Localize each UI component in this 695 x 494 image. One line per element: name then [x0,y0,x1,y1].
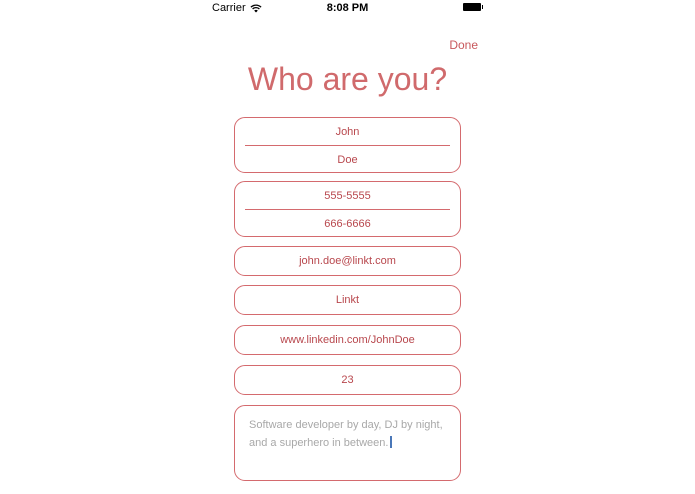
company-field[interactable] [235,294,460,306]
age-field[interactable] [235,374,460,386]
name-group [234,117,461,173]
done-button[interactable]: Done [449,38,478,52]
linkedin-box [234,325,461,355]
carrier-label: Carrier [212,2,246,14]
last-name-row [235,146,460,173]
email-box [234,246,461,276]
status-time: 8:08 PM [326,2,369,14]
phone-2-field[interactable] [235,218,460,230]
status-bar [0,0,695,16]
text-cursor [390,436,392,448]
last-name-field[interactable] [235,154,460,166]
age-box [234,365,461,395]
battery-icon [463,3,481,11]
bio-textarea[interactable] [234,405,461,481]
first-name-field[interactable] [235,126,460,138]
phone-1-row [235,182,460,209]
company-box [234,285,461,315]
linkedin-field[interactable] [235,334,460,346]
email-field[interactable] [235,255,460,267]
page-title: Who are you? [247,61,448,97]
bio-text: Software developer by day, DJ by night, and a superhero in between. [249,419,443,449]
first-name-row [235,118,460,145]
phone-1-field[interactable] [235,190,460,202]
phone-group [234,181,461,237]
phone-2-row [235,210,460,237]
